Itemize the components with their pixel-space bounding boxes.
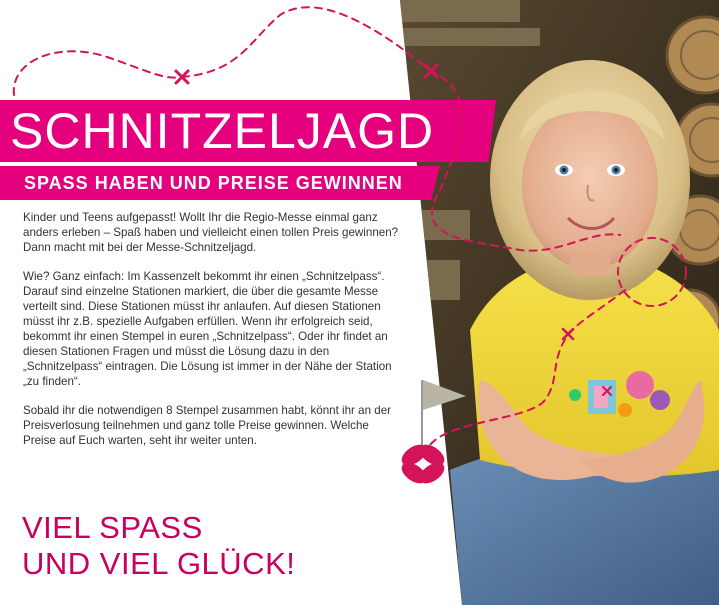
x-mark-icon [563, 329, 573, 339]
trail-path-lower [430, 290, 625, 445]
big-x-mark-icon [398, 440, 448, 487]
page-title: SCHNITZELJAGD [10, 103, 435, 159]
prize-paragraph: Sobald ihr die notwendigen 8 Stempel zusammen habt, könnt ihr an der Preisverlosung teilnehmen und ganz tolle Preise gewinnen. Welche Preise auf Euch warten, seht ihr weiter unten. [23, 404, 392, 447]
trail-circle [618, 238, 686, 306]
trail-path-top-left [14, 51, 182, 95]
instructions-paragraph: Wie? Ganz einfach: Im Kassenzelt bekommt ihr einen „Schnitzelpass“. Darauf sind einzelne Stationen markiert, die über die gesamte Messe verteilt sind. Diese Stationen müsst ihr anlaufen. Auf diesen Stationen müsst ihr z.B. spezielle Aufgaben erfüllen. Wenn ihr erfolgreich seid, bekommt ihr einen Stempel in euren „Schnitzelpass“. Oder ihr findet an diesen Stationen Fragen und müsst die Lösung dazu in den „Schnitzelpass“ eintragen. Die Lösung ist immer in der Nähe der Station „zu finden“. [23, 270, 392, 388]
x-mark-icon [425, 65, 437, 77]
x-mark-icon [603, 387, 611, 395]
intro-paragraph: Kinder und Teens aufgepasst! Wollt Ihr die Regio-Messe einmal ganz anders erleben – Spaß haben und vielleicht einen tollen Preis gewinnen? Dann macht mit bei der Messe-Schnitzeljagd. [23, 211, 399, 254]
closing-line-2: UND VIEL GLÜCK! [22, 546, 296, 581]
trail-path-top [182, 7, 430, 77]
flag-icon [422, 380, 466, 455]
trail-path-middle [430, 70, 620, 251]
page-subtitle: SPASS HABEN UND PREISE GEWINNEN [24, 173, 403, 193]
closing-line-1: VIEL SPASS [22, 510, 203, 545]
